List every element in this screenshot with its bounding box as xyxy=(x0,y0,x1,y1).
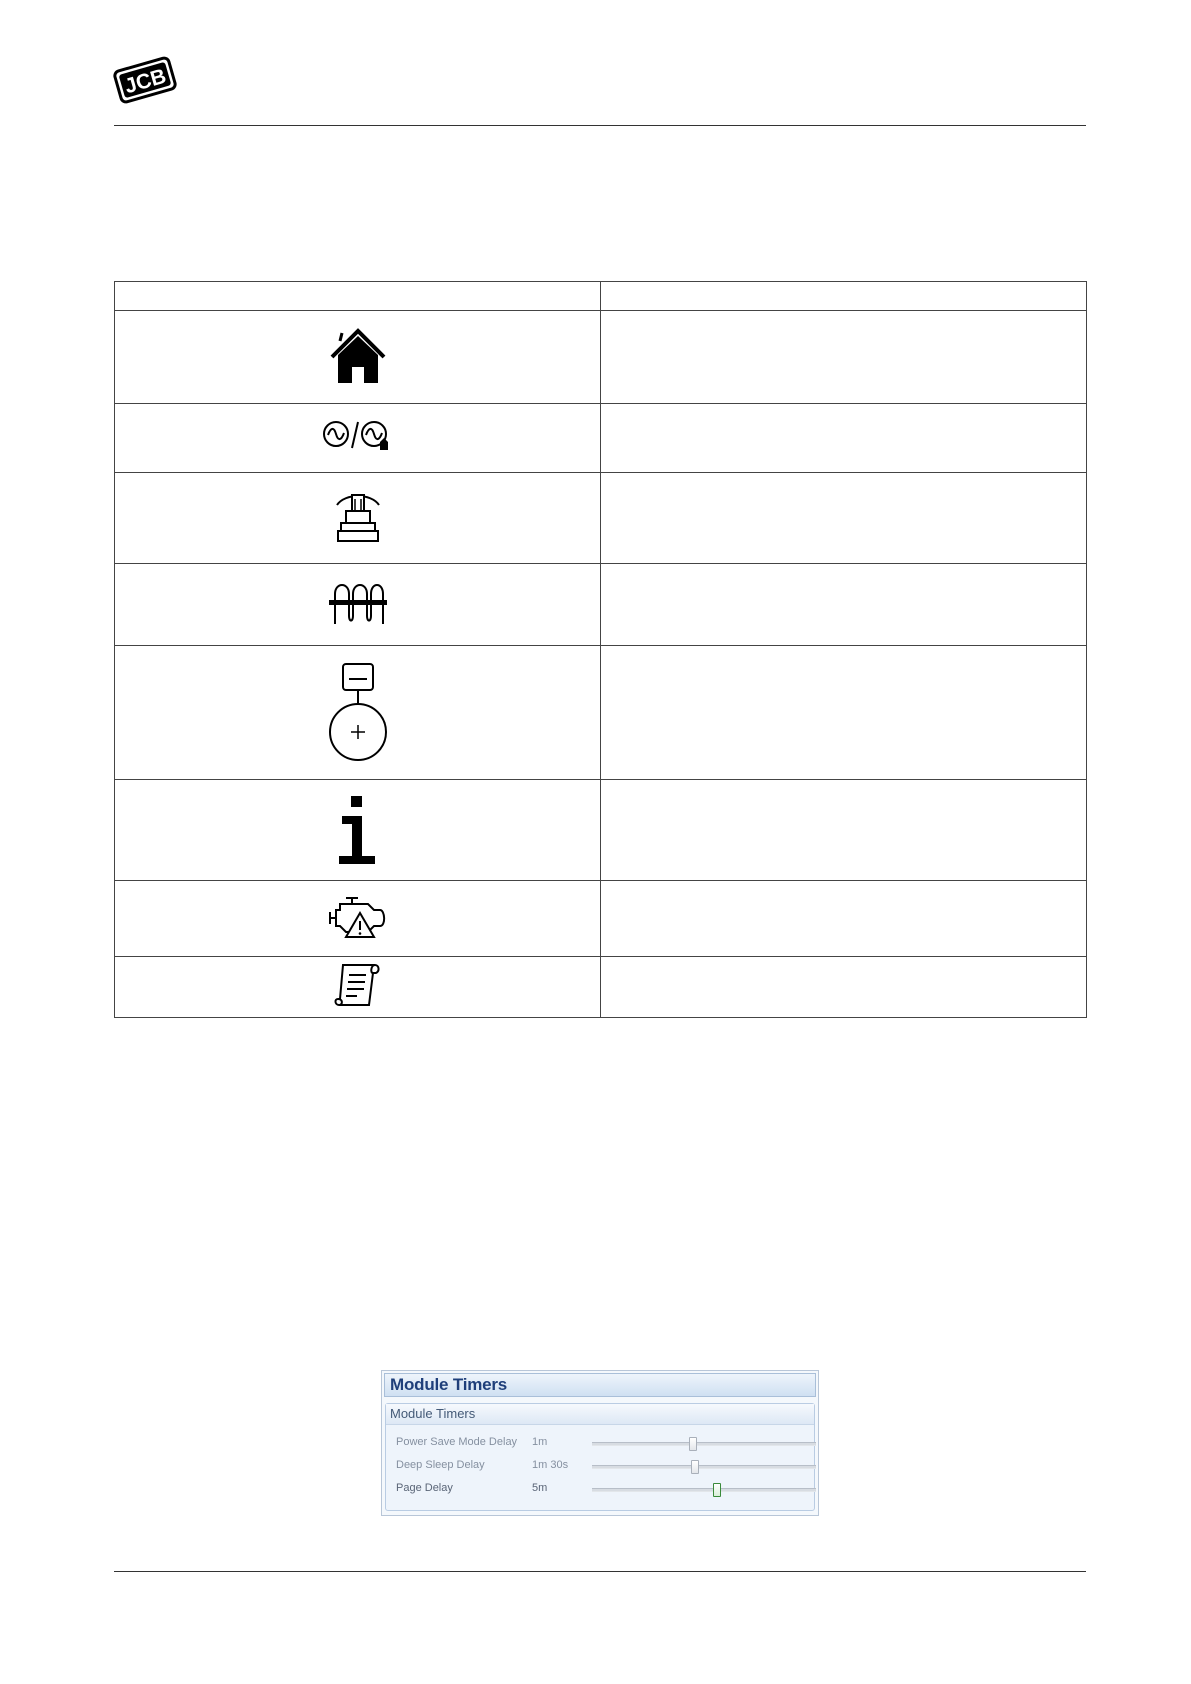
info-icon xyxy=(335,796,381,871)
timer-row-deep-sleep xyxy=(396,1457,806,1477)
engine-warning-icon xyxy=(328,895,388,946)
slider-thumb[interactable] xyxy=(713,1483,721,1497)
description-cell xyxy=(601,780,1087,881)
timer-value: 1m 30s xyxy=(532,1459,569,1471)
description-cell xyxy=(601,311,1087,404)
home-icon xyxy=(328,325,388,390)
module-timers-group xyxy=(385,1403,815,1511)
symbol-cell xyxy=(115,780,601,881)
footer-rule xyxy=(114,1571,1086,1572)
alternator-icon xyxy=(327,580,389,633)
table-row xyxy=(115,881,1087,957)
symbol-cell xyxy=(115,957,601,1018)
group-title: Module Timers xyxy=(390,1406,476,1421)
page-delay-slider[interactable] xyxy=(592,1488,816,1492)
table-row xyxy=(115,957,1087,1018)
table-row xyxy=(115,780,1087,881)
timer-label: Deep Sleep Delay xyxy=(396,1459,485,1471)
symbol-cell xyxy=(115,646,601,780)
timer-label: Power Save Mode Delay xyxy=(396,1436,518,1448)
table-row xyxy=(115,311,1087,404)
table-row xyxy=(115,646,1087,780)
slider-thumb[interactable] xyxy=(691,1460,699,1474)
description-cell xyxy=(601,404,1087,473)
timer-row-page-delay xyxy=(396,1480,806,1500)
table-row xyxy=(115,564,1087,646)
panel-header xyxy=(384,1373,816,1397)
table-row xyxy=(115,404,1087,473)
symbol-cell xyxy=(115,473,601,564)
description-cell xyxy=(601,564,1087,646)
description-cell xyxy=(601,646,1087,780)
timer-value: 5m xyxy=(532,1482,548,1494)
timer-row-power-save xyxy=(396,1434,806,1454)
logo-text: JCB xyxy=(122,64,169,99)
symbol-cell xyxy=(115,881,601,957)
jcb-logo xyxy=(112,52,178,108)
group-header xyxy=(386,1404,814,1425)
column-header-symbol xyxy=(115,282,601,311)
description-cell xyxy=(601,957,1087,1018)
column-header-description xyxy=(601,282,1087,311)
panel-title: Module Timers xyxy=(390,1375,508,1394)
module-timers-panel xyxy=(381,1370,819,1516)
timer-label: Page Delay xyxy=(396,1482,453,1494)
table-header-row xyxy=(115,282,1087,311)
power-save-delay-slider[interactable] xyxy=(592,1442,816,1446)
description-cell xyxy=(601,881,1087,957)
battery-icon xyxy=(327,662,389,767)
event-log-icon xyxy=(333,961,383,1016)
generator-mains-icon xyxy=(322,418,394,457)
deep-sleep-delay-slider[interactable] xyxy=(592,1465,816,1469)
symbol-table xyxy=(114,281,1087,1018)
table-row xyxy=(115,473,1087,564)
engine-icon xyxy=(333,489,383,550)
slider-thumb[interactable] xyxy=(689,1437,697,1451)
symbol-cell xyxy=(115,564,601,646)
symbol-cell xyxy=(115,404,601,473)
symbol-cell xyxy=(115,311,601,404)
description-cell xyxy=(601,473,1087,564)
timer-value: 1m xyxy=(532,1436,548,1448)
header-rule xyxy=(114,125,1086,126)
